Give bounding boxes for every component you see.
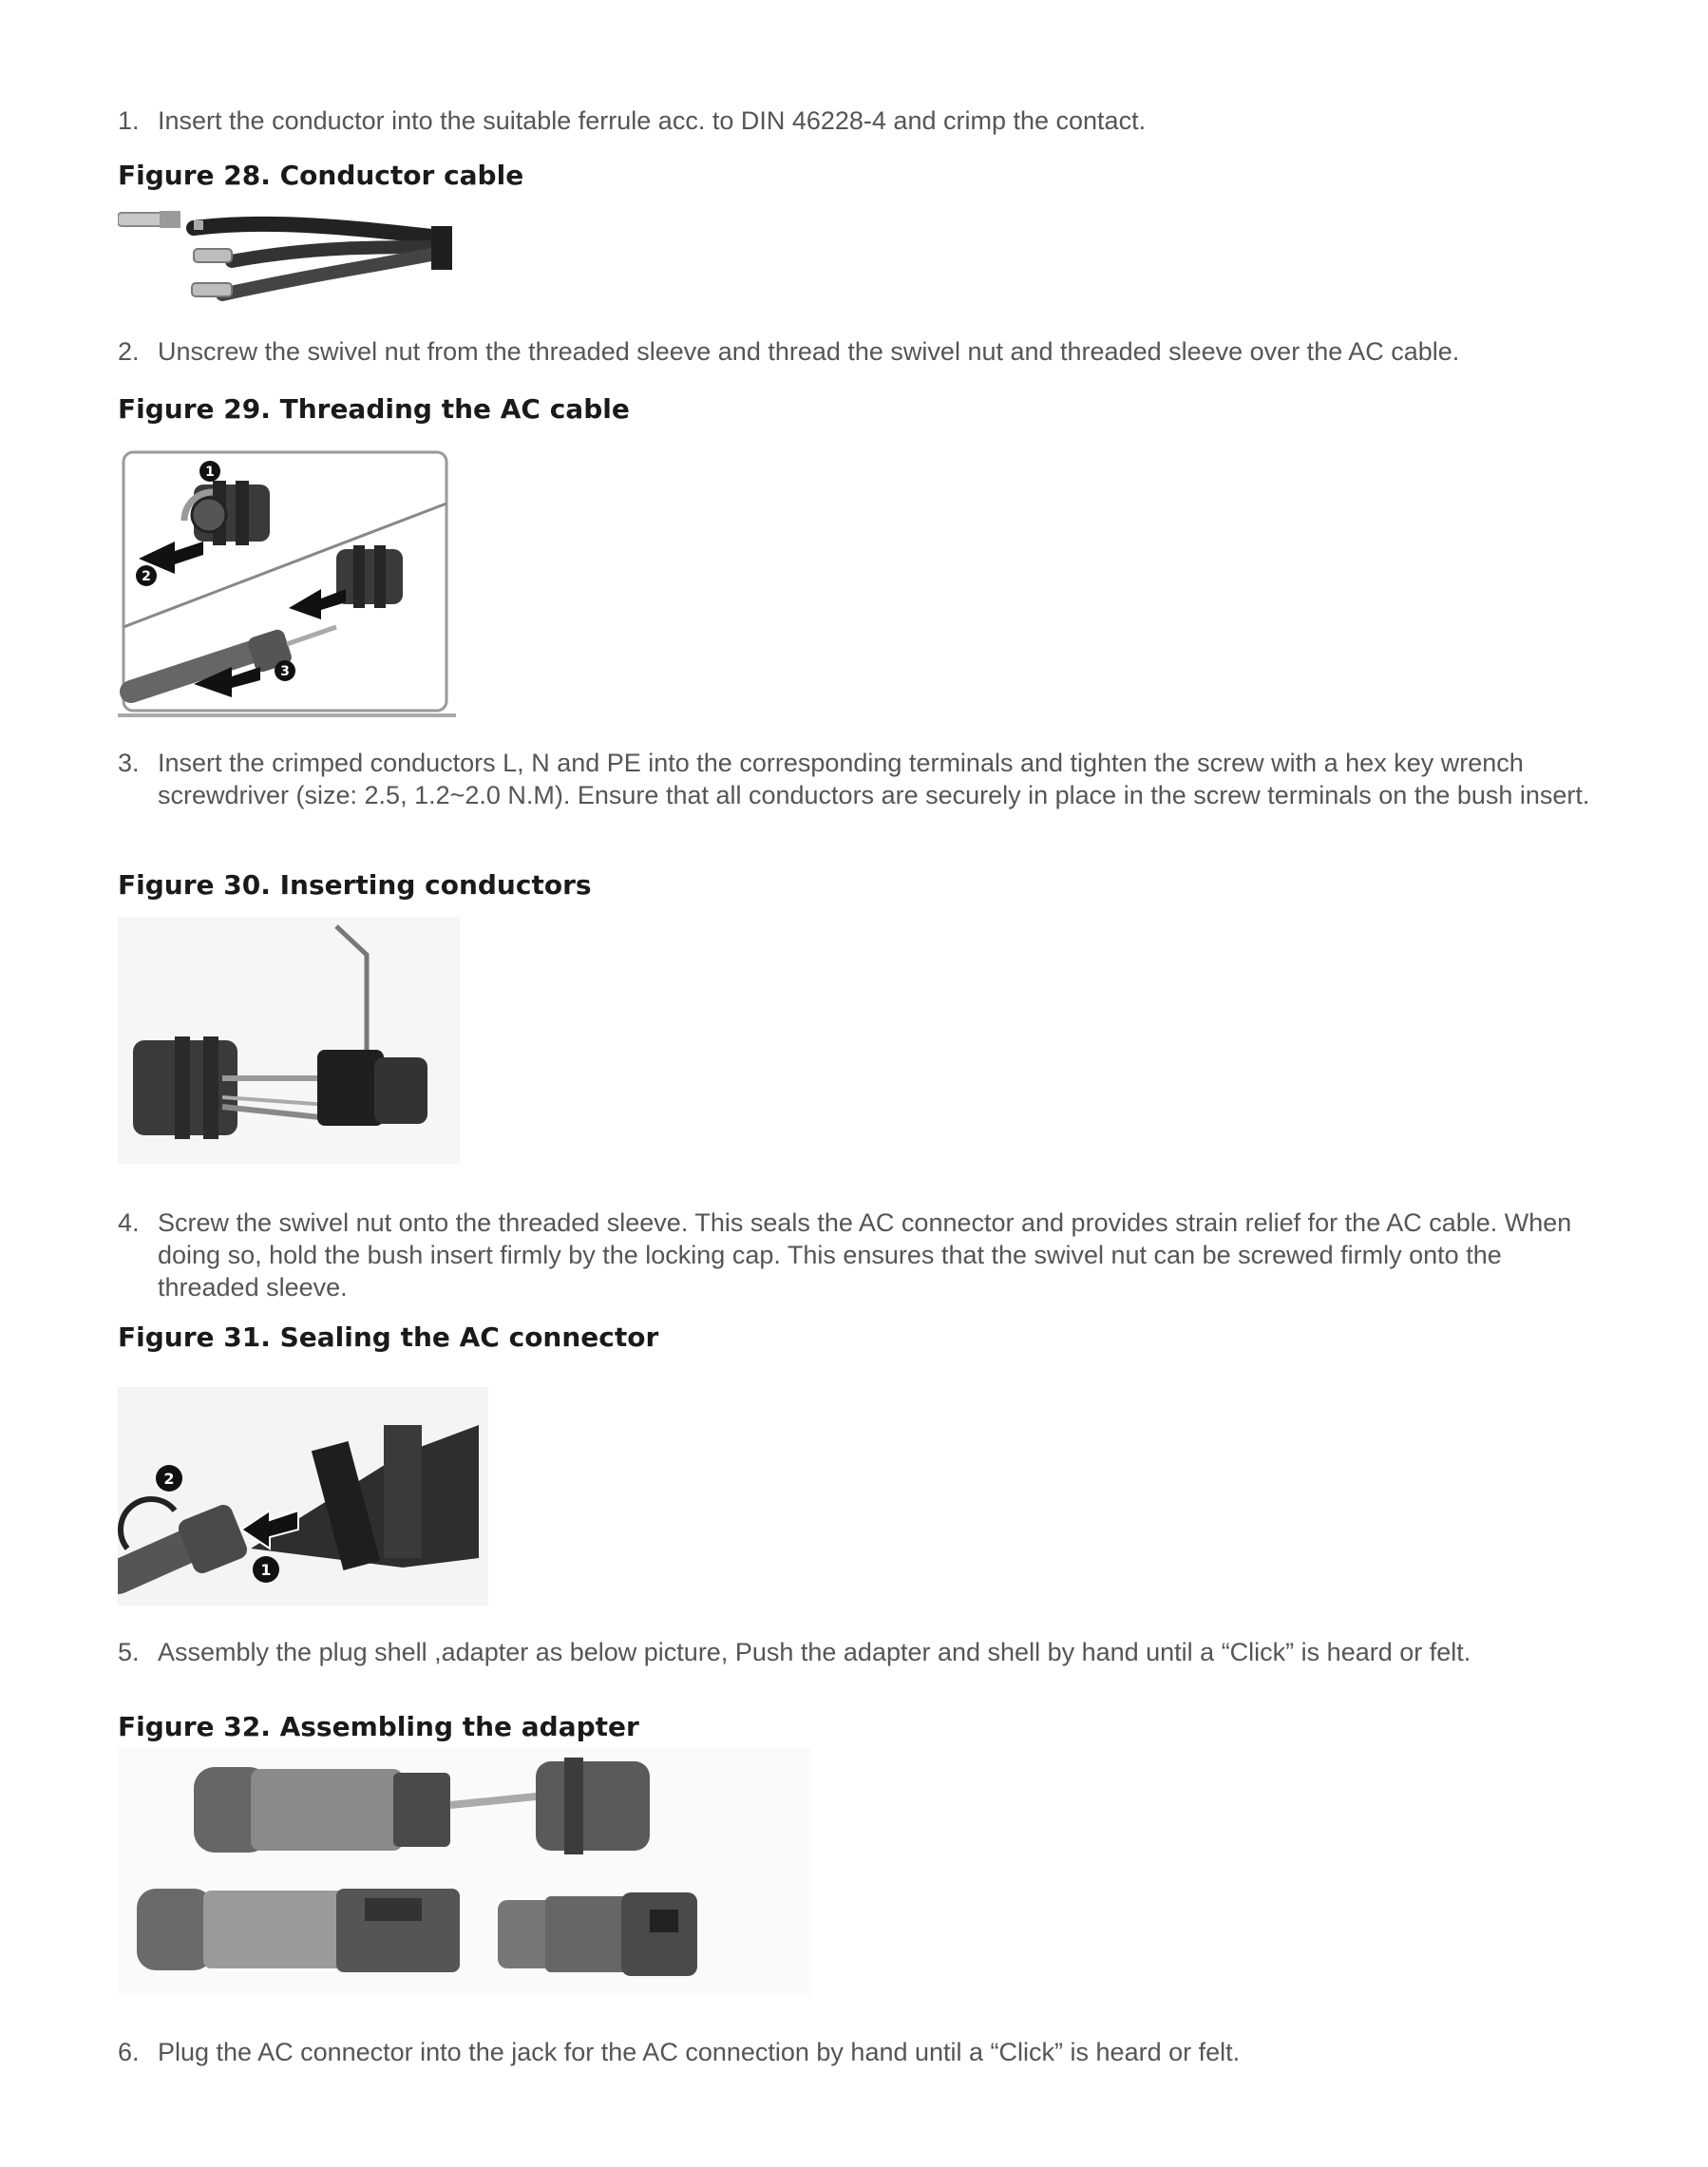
step-number: 3.	[118, 749, 140, 777]
step-number: 4.	[118, 1208, 140, 1237]
step-text: Unscrew the swivel nut from the threaded sleeve and thread the swivel nut and threaded sleeve over the AC cable.	[158, 337, 1460, 366]
callout-1-label: 1	[205, 465, 215, 480]
figure-30-inserting-conductors-image	[118, 917, 460, 1164]
figure-caption: Figure 28. Conductor cable	[118, 160, 524, 191]
figure-31-sealing-image	[118, 1387, 488, 1606]
figure-caption: Figure 32. Assembling the adapter	[118, 1711, 639, 1742]
callout-2-label: 2	[163, 1470, 175, 1488]
figure-caption: Figure 29. Threading the AC cable	[118, 393, 630, 425]
figure-29-threading-image	[118, 447, 456, 720]
step-number: 1.	[118, 106, 140, 135]
callout-3-label: 3	[280, 664, 290, 679]
step-number: 6.	[118, 2038, 140, 2066]
figure-28-conductor-cable-image	[118, 200, 460, 314]
figure-caption: Figure 31. Sealing the AC connector	[118, 1321, 659, 1353]
callout-2-label: 2	[142, 569, 151, 584]
figure-32-assembling-adapter-image	[118, 1748, 811, 1995]
step-text: Assembly the plug shell ,adapter as below picture, Push the adapter and shell by hand until a “Click” is heard or felt.	[158, 1638, 1471, 1666]
step-text: Screw the swivel nut onto the threaded sleeve. This seals the AC connector and provides strain relief for the AC cable. When doing so, hold the bush insert firmly by the locking cap. This ensures that the swivel nut can be screwed firmly onto the threaded sleeve.	[158, 1208, 1572, 1302]
step-text: Insert the crimped conductors L, N and PE into the corresponding terminals and tighten the screw with a hex key wrench screwdriver (size: 2.5, 1.2~2.0 N.M). Ensure that all conductors are securely in place in the screw terminals on the bush insert.	[158, 749, 1590, 809]
step-number: 2.	[118, 337, 140, 366]
step-text: Plug the AC connector into the jack for the AC connection by hand until a “Click” is heard or felt.	[158, 2038, 1241, 2066]
step-text: Insert the conductor into the suitable ferrule acc. to DIN 46228-4 and crimp the contact.	[158, 106, 1147, 135]
step-number: 5.	[118, 1638, 140, 1666]
figure-caption: Figure 30. Inserting conductors	[118, 869, 592, 901]
callout-1-label: 1	[260, 1561, 272, 1579]
